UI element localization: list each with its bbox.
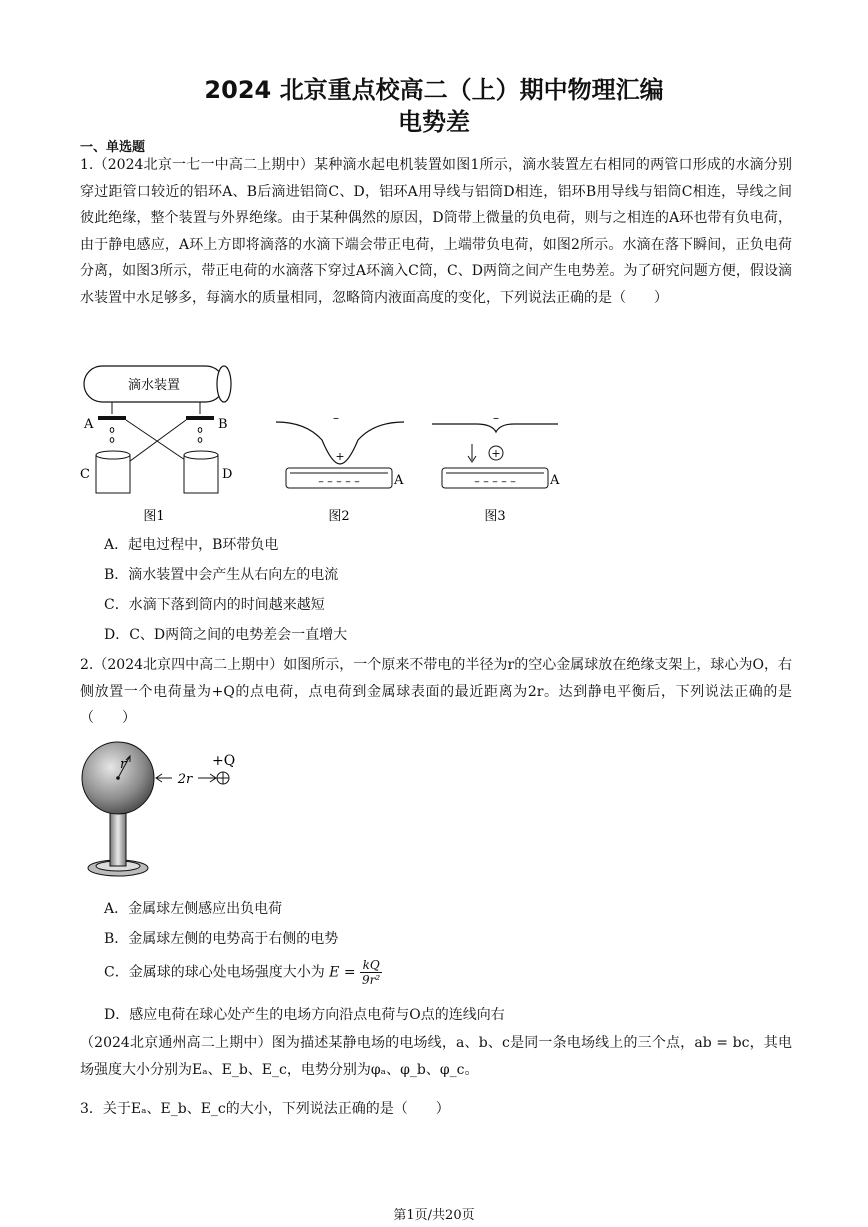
question-2-figure	[76, 740, 246, 886]
fig3-caption: 图3	[484, 509, 506, 524]
question-2-option-c: C．金属球的球心处电场强度大小为	[104, 964, 325, 981]
svg-text:–: –	[333, 411, 339, 425]
question-2-option-a: A．金属球左侧感应出负电荷	[104, 901, 283, 917]
question-2-option-b: B．金属球左侧的电势高于右侧的电势	[104, 931, 339, 947]
question-1-figures	[76, 360, 576, 528]
figure-3	[432, 411, 560, 524]
question-1-text: 1.（2024北京一七一中高二上期中）某种滴水起电机装置如图1所示，滴水装置左右相同的两管口形成的水滴分别穿过距管口较近的铝环A、B后滴进铝筒C、D，铝环A用导线与铝筒D相连，铝环B用导线与铝筒C相连，导线之间彼此绝缘，整个装置与外界绝缘。由于某种偶然的原因，D筒带上微量的负电荷，则与之相连的A环也带有负电荷，由于静电感应，A环上方即将滴落的水滴下端会带正电荷，上端带负电荷，如图2所示。水滴在落下瞬间，正负电荷分离，如图3所示，带正电荷的水滴落下穿过A环滴入C筒，C、D两筒之间产生电势差。为了研究问题方便，假设滴水装置中水足够多，每滴水的质量相同，忽略筒内液面高度的变化，下列说法正确的是（ ）	[80, 157, 792, 306]
question-1-option-d: D．C、D两筒之间的电势差会一直增大	[104, 627, 348, 643]
page-footer: 第1页/共20页	[393, 1208, 475, 1223]
figure-1	[80, 366, 232, 524]
figure-2	[276, 411, 404, 524]
question-1-option-a: A．起电过程中，B环带负电	[104, 537, 279, 553]
svg-text:+: +	[335, 450, 345, 463]
svg-text:A: A	[550, 473, 560, 488]
question-2-option-c-row	[104, 958, 382, 987]
svg-text:A: A	[394, 473, 404, 488]
charge-label: +Q	[212, 753, 236, 769]
question-3-intro: （2024北京通州高二上期中）图为描述某静电场的电场线，a、b、c是同一条电场线上的三个点，ab = bc，其电场强度大小分别为Eₐ、E_b、E_c，电势分别为φₐ、φ_b、φ_c。	[80, 1035, 792, 1078]
formula-fraction	[360, 958, 382, 987]
section-heading: 一、单选题	[80, 140, 146, 155]
fig2-caption: 图2	[328, 509, 350, 524]
distance-label: 2r	[177, 772, 193, 787]
question-3-text: 3．关于Eₐ、E_b、E_c的大小，下列说法正确的是（ ）	[80, 1101, 450, 1117]
document-title: 2024 北京重点校高二（上）期中物理汇编	[204, 76, 664, 104]
fig1-caption: 图1	[143, 509, 165, 524]
document-subtitle: 电势差	[398, 108, 470, 136]
radius-label: r	[120, 757, 127, 772]
fig1-label-d: D	[222, 467, 233, 482]
question-1-option-b: B．滴水装置中会产生从右向左的电流	[104, 567, 339, 583]
fig1-label-b: B	[218, 417, 228, 432]
question-2-text: 2.（2024北京四中高二上期中）如图所示，一个原来不带电的半径为r的空心金属球放在绝缘支架上，球心为O，右侧放置一个电荷量为+Q的点电荷，点电荷到金属球表面的最近距离为2r。达到静电平衡后，下列说法正确的是（ ）	[80, 657, 792, 727]
formula-lhs: E =	[329, 964, 356, 981]
formula-denominator: 9r²	[362, 973, 381, 987]
svg-text:+: +	[491, 447, 501, 460]
svg-text:–: –	[493, 411, 499, 425]
fig1-label-c: C	[80, 467, 90, 482]
formula-numerator: kQ	[360, 958, 382, 973]
svg-text:– – – – –: – – – – –	[318, 475, 360, 488]
fig1-label-a: A	[84, 417, 94, 432]
question-2-option-d: D．感应电荷在球心处产生的电场方向沿点电荷与O点的连线向右	[104, 1007, 505, 1023]
question-1-option-c: C．水滴下落到筒内的时间越来越短	[104, 597, 325, 613]
svg-text:– – – – –: – – – – –	[474, 475, 516, 488]
fig1-device-label: 滴水装置	[127, 378, 181, 393]
